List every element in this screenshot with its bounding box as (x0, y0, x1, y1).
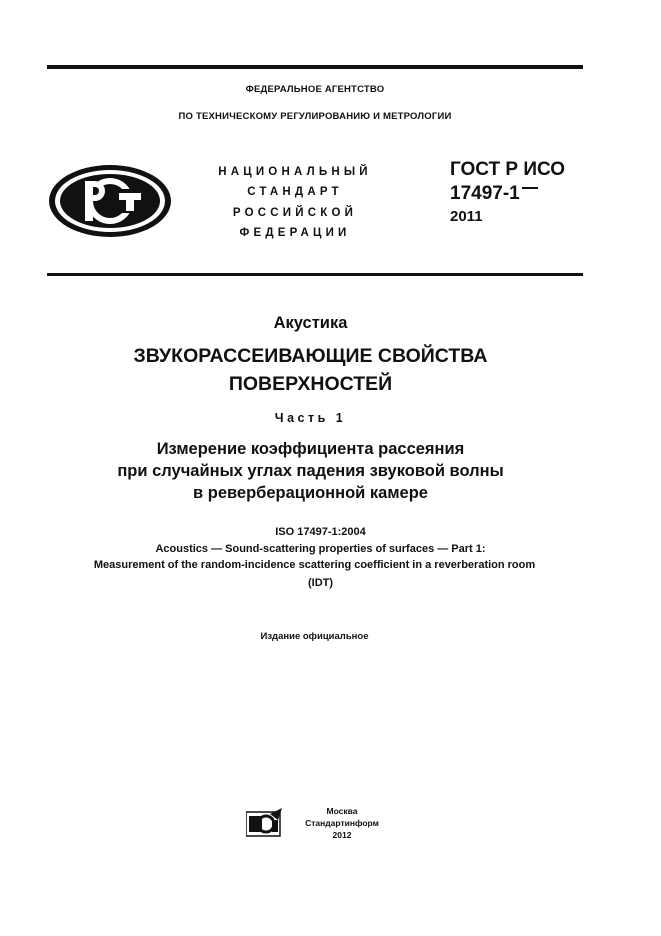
subtitle-line-3: в реверберационной камере (193, 484, 428, 502)
standard-designation-line-2 (450, 182, 538, 206)
national-standard-line-2: СТАНДАРТ (247, 186, 343, 198)
standard-number: 17497-1 (450, 183, 520, 204)
publisher-city: Москва (326, 806, 358, 816)
national-standard-line-1: НАЦИОНАЛЬНЫЙ (218, 166, 372, 178)
agency-line-1: ФЕДЕРАЛЬНОЕ АГЕНТСТВО (245, 84, 385, 95)
field-title: Акустика (273, 314, 348, 332)
middle-rule (47, 273, 583, 276)
national-standard-line-4: ФЕДЕРАЦИИ (239, 227, 351, 239)
designation-dash (522, 187, 538, 189)
subtitle-line-2: при случайных углах падения звуковой волны (117, 462, 504, 480)
standard-year: 2011 (450, 208, 483, 225)
rst-certification-logo-icon (47, 163, 173, 239)
iso-title-line-2: Measurement of the random-incidence scattering coefficient in a reverberation room (93, 559, 536, 571)
iso-idt: (IDT) (307, 577, 334, 589)
part-label: Часть 1 (274, 411, 347, 425)
main-title-line-2: ПОВЕРХНОСТЕЙ (228, 373, 393, 395)
standard-designation-line-1: ГОСТ Р ИСО (450, 159, 566, 180)
iso-title-line-1: Acoustics — Sound-scattering properties of surfaces — Part 1: (155, 543, 486, 555)
national-standard-line-3: РОССИЙСКОЙ (232, 207, 358, 219)
main-title-line-1: ЗВУКОРАССЕИВАЮЩИЕ СВОЙСТВА (133, 345, 488, 367)
agency-line-2: ПО ТЕХНИЧЕСКОМУ РЕГУЛИРОВАНИЮ И МЕТРОЛОГИИ (178, 111, 452, 122)
top-rule (47, 65, 583, 69)
subtitle-line-1: Измерение коэффициента рассеяния (156, 440, 465, 458)
iso-number: ISO 17497-1:2004 (275, 526, 366, 538)
publisher-year: 2012 (332, 830, 352, 840)
edition-label: Издание официальное (260, 631, 369, 642)
standartinform-logo-icon (246, 808, 286, 838)
publisher-name: Стандартинформ (305, 818, 379, 828)
